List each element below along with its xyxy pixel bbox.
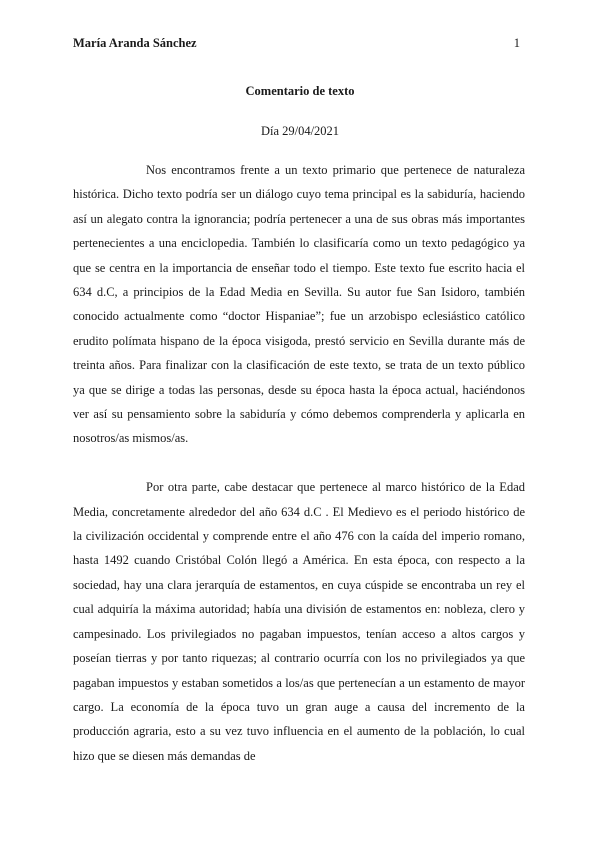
paragraph-2: Por otra parte, cabe destacar que pertenece al marco histórico de la Edad Media, concretamente alrededor del año 634 d.C . El Medievo es el periodo histórico de la civilización occidental y comprende entre el año 476 con la caída del imperio romano, hasta 1492 cuando Cristóbal Colón llegó a América. En esta época, con respecto a la sociedad, hay una clara jerarquía de estamentos, en cuya cúspide se encontraba un rey el cual adquiría la máxima autoridad; había una división de estamentos en: nobleza, clero y campesinado. Los privilegiados no pagaban impuestos, tenían acceso a altos cargos y poseían tierras y por tanto riquezas; al contrario ocurría con los no privilegiados ya que pagaban impuestos y estaban sometidos a los/as que pertenecían a un estamento de mayor cargo. La economía de la época tuvo un gran auge a causa del incremento de la producción agraria, esto a su vez tuvo influencia en el aumento de la población, lo cual hizo que se diesen más demandas de	[73, 480, 525, 763]
author-name: María Aranda Sánchez	[73, 36, 197, 50]
document-body	[73, 158, 525, 793]
paragraph-1: Nos encontramos frente a un texto primario que pertenece de naturaleza histórica. Dicho texto podría ser un diálogo cuyo tema principal es la sabiduría, haciendo así un alegato contra la ignorancia; podría pertenecer a una de sus obras más importantes pertenecientes a una enciclopedia. También lo clasificaría como un texto pedagógico ya que se centra en la importancia de enseñar todo el tiempo. Este texto fue escrito hacia el 634 d.C, a principios de la Edad Media en Sevilla. Su autor fue San Isidoro, también conocido actualmente como “doctor Hispaniae”; fue un arzobispo eclesiástico católico erudito polímata hispano de la época visigoda, prestó servicio en Sevilla durante más de treinta años. Para finalizar con la clasificación de este texto, se trata de un texto público ya que se dirige a todas las personas, desde su época hasta la época actual, haciéndonos ver así su pensamiento sobre la sabiduría y cómo debemos comprenderla y aplicarla en nosotros/as mismos/as.	[73, 163, 525, 446]
document-date: Día 29/04/2021	[260, 124, 340, 138]
page-number: 1	[513, 36, 520, 50]
page-header	[73, 36, 520, 54]
document-title: Comentario de texto	[245, 84, 355, 98]
